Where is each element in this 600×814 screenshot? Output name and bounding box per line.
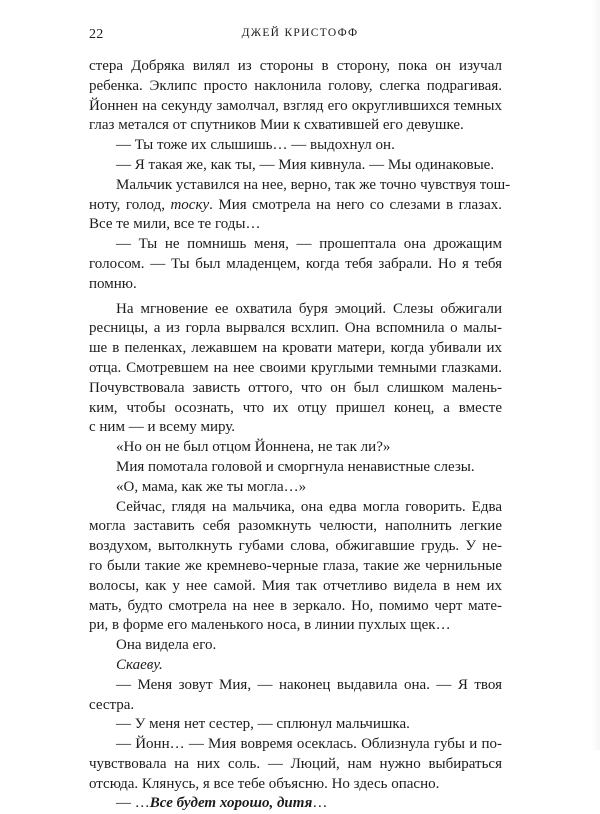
text-line: — Йонн… — Мия вовремя осеклась. Облизнула губы и по- bbox=[116, 736, 502, 753]
text-line: ким, чтобы осознать, что их отцу пришел конец, а вместе bbox=[89, 399, 502, 416]
text-line: могла заставить себя разомкнуть челюсти, наполнить легкие bbox=[89, 518, 502, 535]
text-line: Почувствовала зависть оттого, что он был слишком малень- bbox=[89, 379, 502, 396]
text-line: чувствовала на них соль. — Люций, нам нужно выбираться bbox=[89, 755, 502, 772]
text-segment: — … bbox=[116, 795, 150, 812]
text-line: ресницы, а из горла вырвался всхлип. Она вспомнила о малы- bbox=[89, 320, 502, 337]
text-line: стера Добряка вилял из стороны в сторону, пока он изучал bbox=[89, 58, 502, 74]
text-line: глаз метался от спутников Мии к схватившей его девушке. bbox=[89, 117, 464, 134]
text-line: го были такие же кремнево-черные глаза, такие же чернильные bbox=[89, 557, 502, 574]
text-line: ри, в форме его маленького носа, в линии пухлых щек… bbox=[89, 617, 451, 634]
emphasis-word: тоску bbox=[170, 196, 210, 213]
text-segment: … bbox=[312, 795, 328, 812]
text-line: Мия помотала головой и сморгнула ненавистные слезы. bbox=[116, 458, 475, 475]
text-line: отца. Смотревшем на нее своими круглыми темными глазками. bbox=[89, 359, 502, 376]
text-line: голосом. — Ты был младенцем, когда тебя забрали. Но я тебя bbox=[89, 255, 502, 272]
text-line: мать, будто смотрела на нее в зеркало. Но, помимо черт мате- bbox=[89, 597, 502, 614]
text-line: — Ты не помнишь меня, — прошептала она дрожащим bbox=[116, 236, 502, 253]
text-line: Она видела его. bbox=[116, 637, 217, 654]
text-line: помню. bbox=[89, 275, 137, 292]
text-segment: . Мия смотрела на него со слезами в глазах. bbox=[209, 196, 503, 213]
text-line: Все те мили, все те годы… bbox=[89, 216, 261, 233]
text-line: — Меня зовут Мия, — наконец выдавила она. — Я твоя bbox=[116, 676, 502, 693]
text-line: — Я такая же, как ты, — Мия кивнула. — Мы одинаковые. bbox=[116, 156, 495, 173]
text-line: «О, мама, как же ты могла…» bbox=[116, 478, 307, 495]
text-line: воздухом, вытолкнуть губами слова, обжигавшие грудь. У не- bbox=[89, 538, 502, 555]
text-line: волосы, как у нее самой. Мия так отчетливо видела в нем их bbox=[89, 577, 502, 594]
text-line: На мгновение ее охватила буря эмоций. Слезы обжигали bbox=[116, 300, 502, 317]
text-line: Йоннен на секунду замолчал, взгляд его округлившихся темных bbox=[89, 97, 502, 114]
text-line: отсюда. Клянусь, я все тебе объясню. Но здесь опасно. bbox=[89, 775, 440, 792]
text-line bbox=[89, 794, 502, 814]
emphasis-phrase: Все будет хорошо, дитя bbox=[149, 795, 313, 812]
text-line: ребенка. Эклипс просто наклонила голову, слегка подрагивая. bbox=[89, 77, 502, 94]
text-line bbox=[89, 196, 502, 216]
running-title: ДЖЕЙ КРИСТОФФ bbox=[241, 27, 359, 39]
text-segment: ноту, голод, bbox=[89, 196, 171, 213]
page-edge-shadow bbox=[590, 0, 600, 750]
text-line: — Ты тоже их слышишь… — выдохнул он. bbox=[116, 137, 395, 154]
page-number: 22 bbox=[89, 27, 104, 42]
text-line: Скаеву. bbox=[116, 656, 163, 673]
text-line: Мальчик уставился на нее, верно, так же точно чувствуя тош- bbox=[116, 176, 511, 193]
text-line: с ним — и всему миру. bbox=[89, 419, 236, 436]
text-line: «Но он не был отцом Йоннена, не так ли?» bbox=[116, 439, 391, 456]
text-line: сестра. bbox=[89, 696, 135, 713]
text-line: Сейчас, глядя на мальчика, она едва могла говорить. Едва bbox=[116, 498, 502, 515]
text-line: — У меня нет сестер, — сплюнул мальчишка. bbox=[116, 716, 410, 733]
text-line: ше в пеленках, лежавшем на кровати матери, когда убивали их bbox=[89, 340, 502, 357]
body-text bbox=[89, 57, 511, 814]
